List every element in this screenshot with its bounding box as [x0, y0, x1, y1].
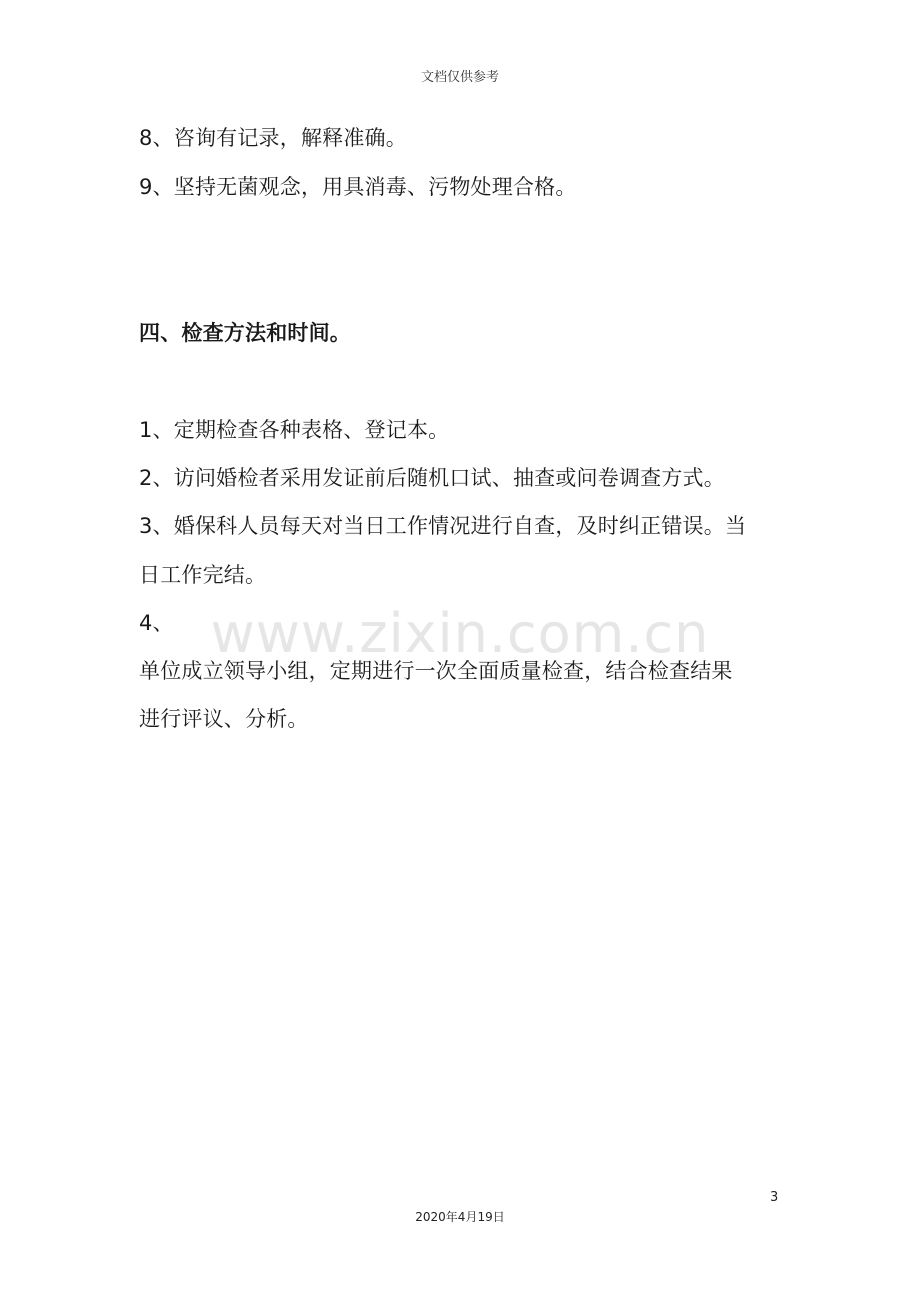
list-item: 4、 [139, 611, 174, 635]
list-item-continuation: 单位成立领导小组，定期进行一次全面质量检查，结合检查结果 [139, 659, 733, 683]
page-header: 文档仅供参考 [420, 70, 499, 85]
list-item: 9、坚持无菌观念，用具消毒、污物处理合格。 [139, 175, 577, 199]
list-item: 1、定期检查各种表格、登记本。 [139, 418, 450, 442]
watermark: www.zixin.com.cn [210, 602, 710, 665]
section-heading: 四、检查方法和时间。 [139, 321, 351, 345]
list-item: 8、咨询有记录，解释准确。 [139, 126, 407, 150]
list-item: 3、婚保科人员每天对当日工作情况进行自查，及时纠正错误。当 [139, 514, 747, 538]
list-item-continuation: 进行评议、分析。 [139, 707, 309, 731]
list-item: 2、访问婚检者采用发证前后随机口试、抽查或问卷调查方式。 [139, 466, 725, 490]
list-item-continuation: 日工作完结。 [139, 563, 267, 587]
page-footer-date: 2020年4月19日 [415, 1210, 505, 1224]
page-number: 3 [770, 1190, 779, 1205]
